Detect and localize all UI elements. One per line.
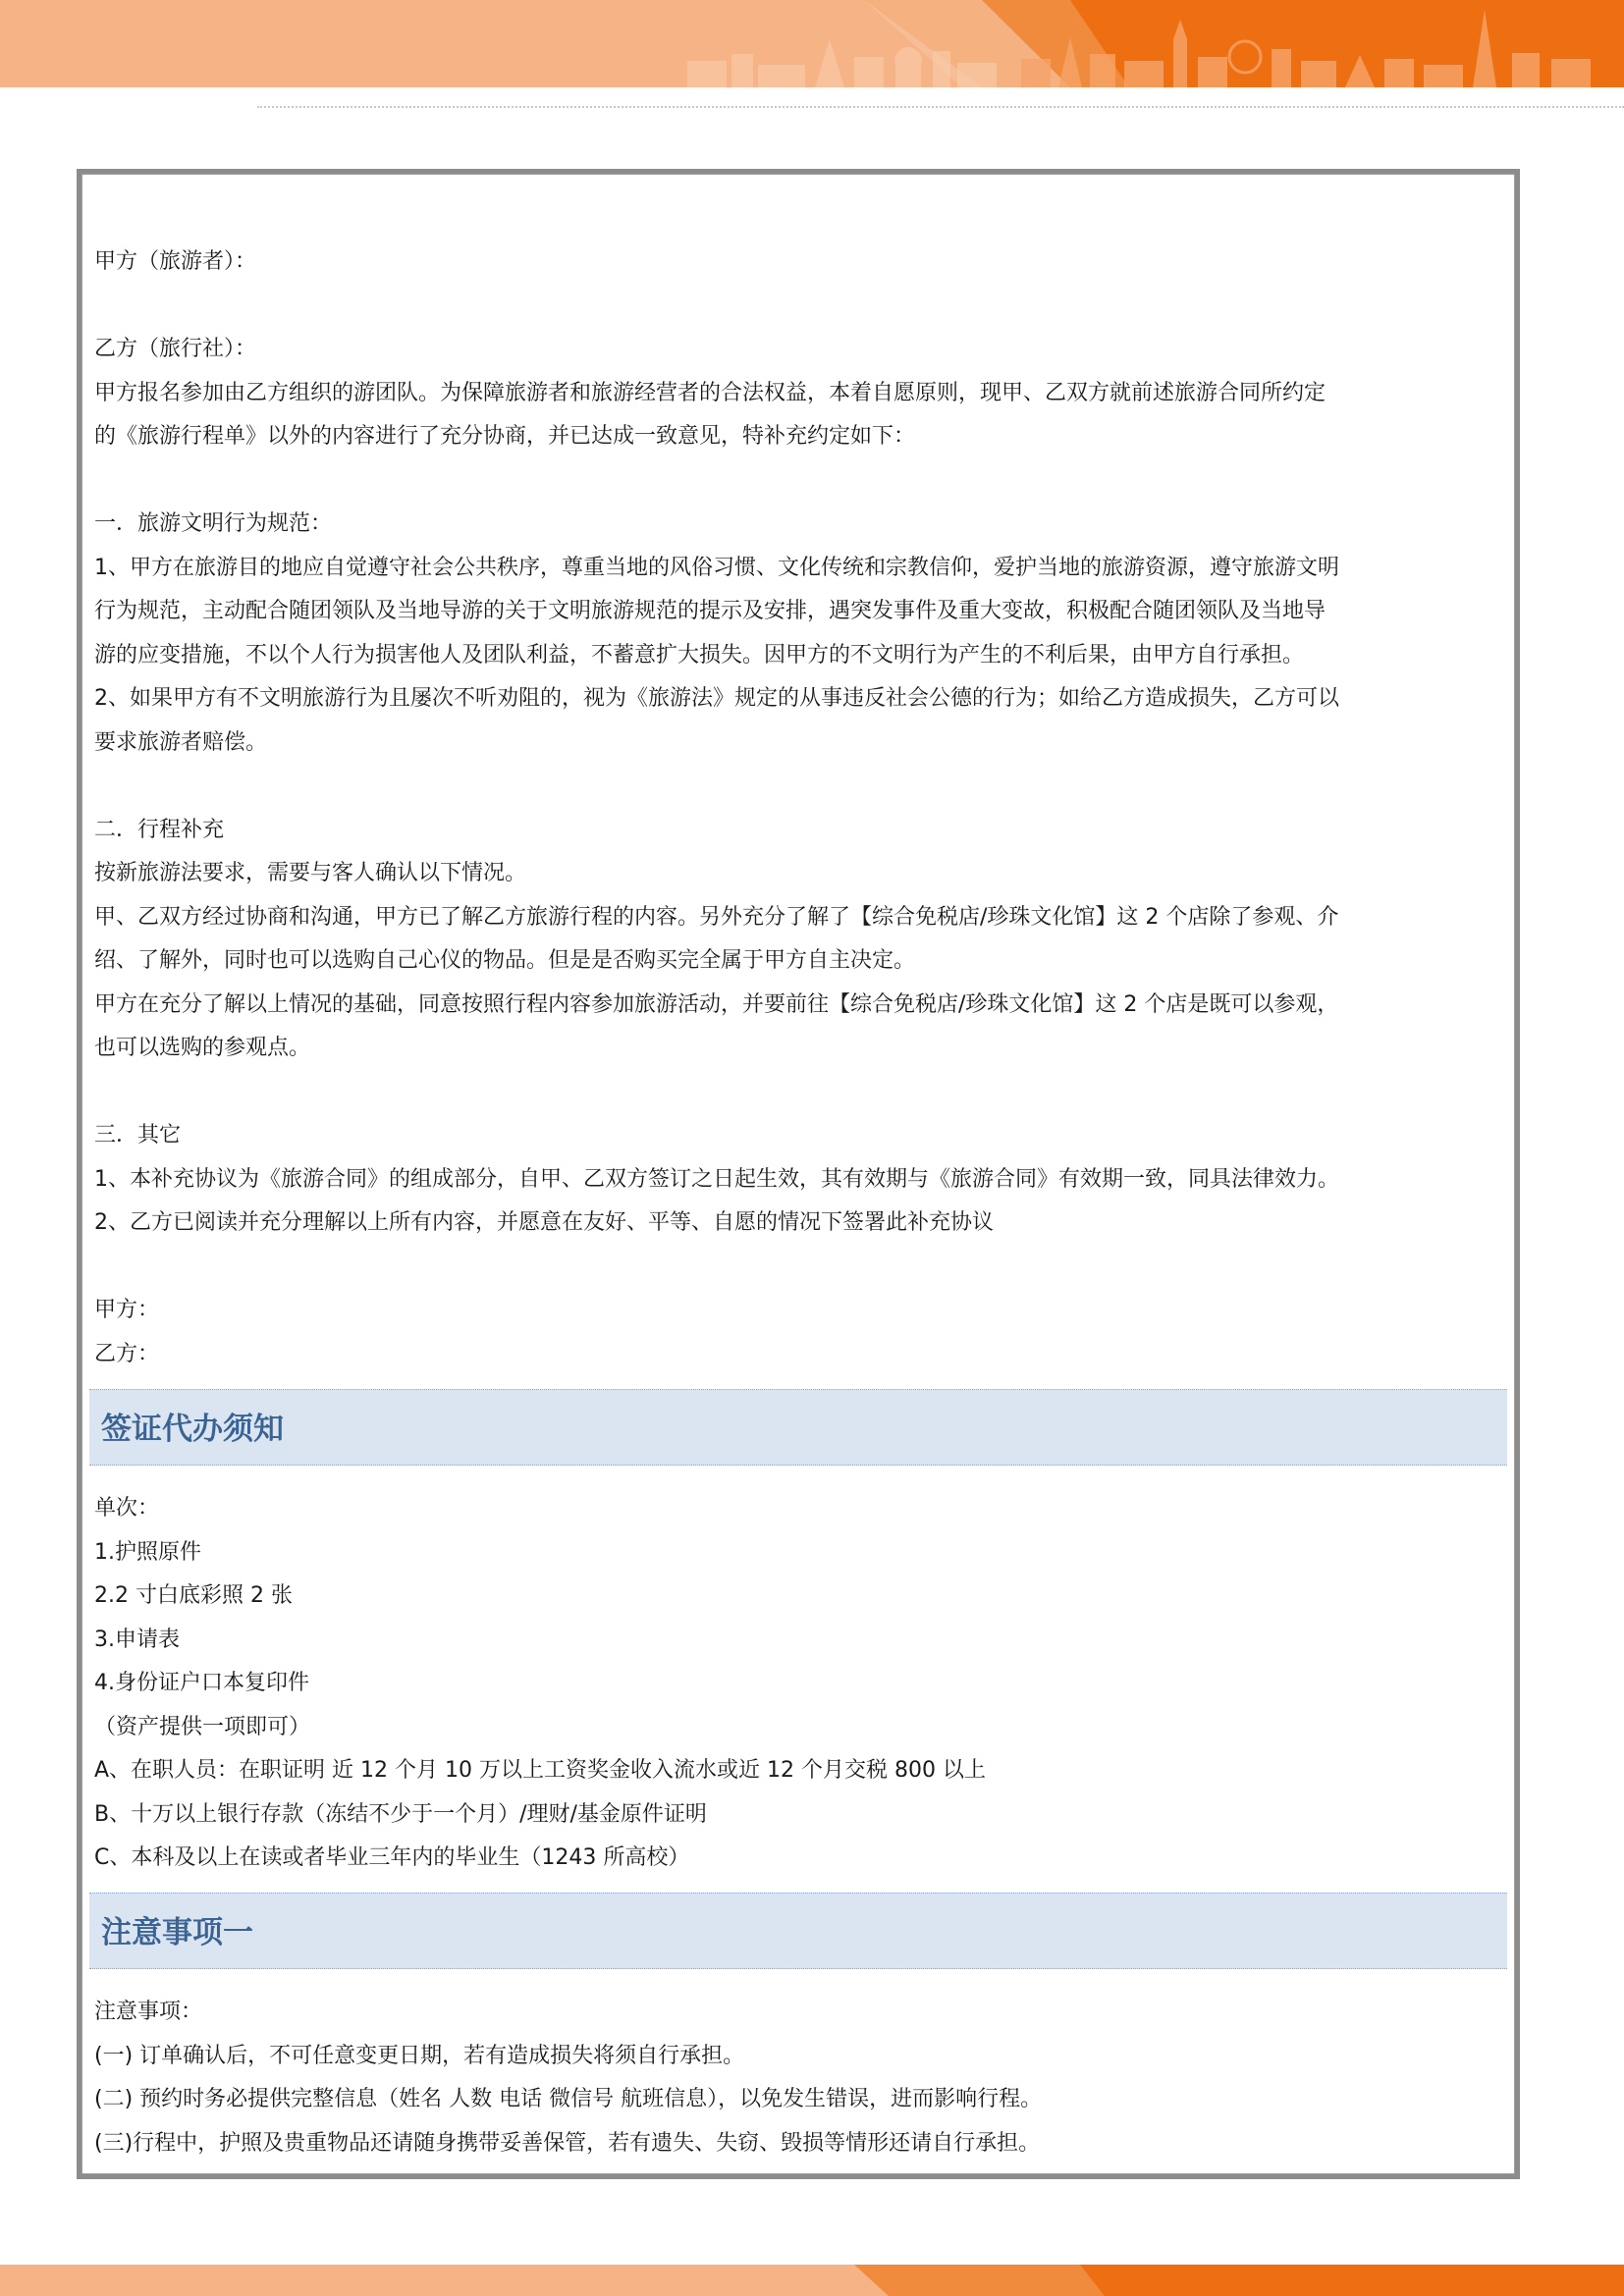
list-item: 单次： bbox=[94, 1496, 160, 1521]
document-frame bbox=[77, 169, 1520, 2179]
paragraph-line: 2、如果甲方有不文明旅游行为且屡次不听劝阻的，视为《旅游法》规定的从事违反社会公德的行为；如给乙方造成损失，乙方可以 bbox=[94, 686, 1340, 711]
signature-b: 乙方： bbox=[94, 1341, 160, 1366]
section-3-title: 三．其它 bbox=[94, 1123, 182, 1148]
notes-section-title: 注意事项一 bbox=[101, 1915, 253, 1950]
paragraph-line: 也可以选购的参观点。 bbox=[94, 1036, 311, 1060]
footer-banner bbox=[0, 2265, 1624, 2296]
paragraph-line: 1、本补充协议为《旅游合同》的组成部分，自甲、乙双方签订之日起生效，其有效期与《旅游合同》有效期一致，同具法律效力。 bbox=[94, 1166, 1340, 1192]
visa-requirements bbox=[94, 1487, 1508, 1881]
paragraph-line: 绍、了解外，同时也可以选购自己心仪的物品。但是是否购买完全属于甲方自主决定。 bbox=[94, 948, 916, 973]
party-b-label: 乙方（旅行社）： bbox=[94, 337, 257, 361]
paragraph-line: 按新旅游法要求，需要与客人确认以下情况。 bbox=[94, 861, 527, 885]
list-item: 4.身份证户口本复印件 bbox=[94, 1671, 309, 1695]
paragraph-line: 游的应变措施，不以个人行为损害他人及团队利益，不蓄意扩大损失。因甲方的不文明行为产生的不利后果，由甲方自行承担。 bbox=[94, 642, 1305, 667]
paragraph-line: 行为规范，主动配合随团领队及当地导游的关于文明旅游规范的提示及安排，遇突发事件及重大变故，积极配合随团领队及当地导 bbox=[94, 599, 1326, 623]
paragraph-line: 甲、乙双方经过协商和沟通，甲方已了解乙方旅游行程的内容。另外充分了解了【综合免税店/珍珠文化馆】这 2 个店除了参观、介 bbox=[94, 904, 1339, 930]
list-item: (一) 订单确认后，不可任意变更日期，若有造成损失将须自行承担。 bbox=[94, 2043, 745, 2068]
intro-line: 甲方报名参加由乙方组织的游团队。为保障旅游者和旅游经营者的合法权益，本着自愿原则，现甲、乙双方就前述旅游合同所约定 bbox=[94, 380, 1326, 405]
section-1-title: 一．旅游文明行为规范： bbox=[94, 511, 333, 536]
notes-section-header bbox=[89, 1893, 1507, 1969]
list-item: 1.护照原件 bbox=[94, 1539, 201, 1565]
paragraph-line: 要求旅游者赔偿。 bbox=[94, 729, 268, 755]
list-item: C、本科及以上在读或者毕业三年内的毕业生（1243 所高校） bbox=[94, 1845, 690, 1870]
document-body bbox=[81, 174, 1515, 2174]
visa-section-header bbox=[89, 1389, 1507, 1466]
visa-section-title: 签证代办须知 bbox=[101, 1412, 284, 1447]
header-skyline-graphic bbox=[0, 0, 1624, 87]
section-2-title: 二．行程补充 bbox=[94, 817, 225, 842]
list-item: (三)行程中，护照及贵重物品还请随身携带妥善保管，若有遗失、失窃、毁损等情形还请自行承担。 bbox=[94, 2130, 1041, 2156]
list-item: 注意事项： bbox=[94, 2000, 203, 2024]
notes-list bbox=[94, 1991, 1508, 2165]
list-item: B、十万以上银行存款（冻结不少于一个月）/理财/基金原件证明 bbox=[94, 1801, 707, 1827]
paragraph-line: 甲方在充分了解以上情况的基础，同意按照行程内容参加旅游活动，并要前往【综合免税店/珍珠文化馆】这 2 个店是既可以参观， bbox=[94, 991, 1339, 1017]
header-divider bbox=[257, 106, 1624, 108]
paragraph-line: 1、甲方在旅游目的地应自觉遵守社会公共秩序，尊重当地的风俗习惯、文化传统和宗教信仰，爱护当地的旅游资源，遵守旅游文明 bbox=[94, 555, 1340, 580]
footer-stripe-graphic bbox=[0, 2265, 1624, 2296]
supplement-agreement bbox=[94, 240, 1508, 1376]
list-item: 2.2 寸白底彩照 2 张 bbox=[94, 1583, 293, 1608]
list-item: （资产提供一项即可） bbox=[94, 1714, 311, 1739]
list-item: 3.申请表 bbox=[94, 1627, 180, 1652]
header-banner bbox=[0, 0, 1624, 87]
paragraph-line: 2、乙方已阅读并充分理解以上所有内容，并愿意在友好、平等、自愿的情况下签署此补充协议 bbox=[94, 1210, 995, 1235]
list-item: A、在职人员：在职证明 近 12 个月 10 万以上工资奖金收入流水或近 12 个月交税 800 以上 bbox=[94, 1758, 986, 1783]
list-item: (二) 预约时务必提供完整信息（姓名 人数 电话 微信号 航班信息），以免发生错误，进而影响行程。 bbox=[94, 2087, 1043, 2111]
party-a-label: 甲方（旅游者）： bbox=[94, 249, 257, 274]
intro-line: 的《旅游行程单》以外的内容进行了充分协商，并已达成一致意见，特补充约定如下： bbox=[94, 424, 916, 449]
signature-a: 甲方： bbox=[94, 1298, 160, 1322]
